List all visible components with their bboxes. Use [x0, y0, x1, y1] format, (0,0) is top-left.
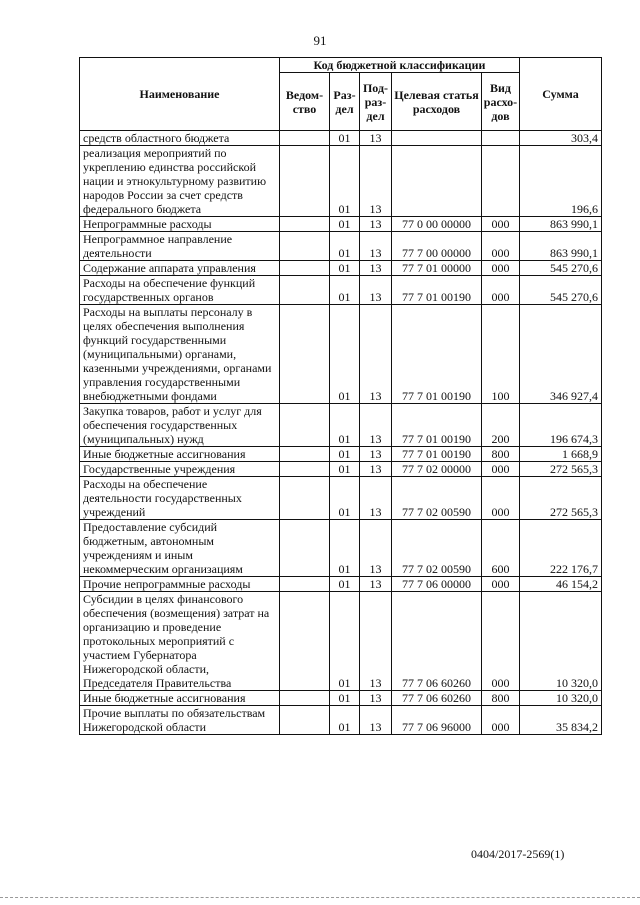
row-vedomstvo: [280, 691, 330, 706]
row-name: Непрограммные расходы: [80, 217, 280, 232]
row-razdel: 01: [330, 577, 360, 592]
row-podrazdel: 13: [360, 477, 392, 520]
row-vid-rashodov: 200: [482, 404, 520, 447]
row-summa: 545 270,6: [520, 261, 602, 276]
row-name: Прочие непрограммные расходы: [80, 577, 280, 592]
row-summa: 303,4: [520, 131, 602, 146]
row-podrazdel: 13: [360, 146, 392, 217]
row-summa: 1 668,9: [520, 447, 602, 462]
row-celevaya-statya: 77 0 00 00000: [392, 217, 482, 232]
row-celevaya-statya: 77 7 01 00190: [392, 404, 482, 447]
row-vid-rashodov: 000: [482, 261, 520, 276]
row-podrazdel: 13: [360, 691, 392, 706]
row-razdel: 01: [330, 691, 360, 706]
row-summa: 196 674,3: [520, 404, 602, 447]
row-celevaya-statya: 77 7 00 00000: [392, 232, 482, 261]
table-row: [80, 477, 602, 520]
row-vid-rashodov: 600: [482, 520, 520, 577]
row-summa: 545 270,6: [520, 276, 602, 305]
row-vedomstvo: [280, 217, 330, 232]
row-razdel: 01: [330, 447, 360, 462]
row-vedomstvo: [280, 232, 330, 261]
row-celevaya-statya: 77 7 01 00190: [392, 276, 482, 305]
header-name: Наименование: [80, 58, 280, 131]
row-podrazdel: 13: [360, 447, 392, 462]
header-summa: Сумма: [520, 58, 602, 131]
row-summa: 272 565,3: [520, 462, 602, 477]
row-name: Расходы на обеспечение функций государственных органов: [80, 276, 280, 305]
row-vid-rashodov: 000: [482, 462, 520, 477]
table-row: [80, 217, 602, 232]
row-vid-rashodov: 000: [482, 477, 520, 520]
row-vedomstvo: [280, 305, 330, 404]
row-celevaya-statya: 77 7 02 00590: [392, 520, 482, 577]
row-razdel: 01: [330, 404, 360, 447]
row-vid-rashodov: 100: [482, 305, 520, 404]
table-row: [80, 577, 602, 592]
row-vid-rashodov: 000: [482, 706, 520, 735]
row-celevaya-statya: 77 7 06 96000: [392, 706, 482, 735]
page-number: 91: [313, 33, 327, 48]
row-podrazdel: 13: [360, 232, 392, 261]
row-podrazdel: 13: [360, 261, 392, 276]
row-razdel: 01: [330, 232, 360, 261]
row-name: Расходы на выплаты персоналу в целях обеспечения выполнения функций государственными (муниципальными) органами, казенными учреждениями, органами управления государственными внебюджетными фондами: [80, 305, 280, 404]
row-vedomstvo: [280, 261, 330, 276]
row-summa: 10 320,0: [520, 592, 602, 691]
row-vedomstvo: [280, 577, 330, 592]
row-name: средств областного бюджета: [80, 131, 280, 146]
row-razdel: 01: [330, 131, 360, 146]
row-vid-rashodov: [482, 146, 520, 217]
row-vid-rashodov: 800: [482, 447, 520, 462]
row-name: Иные бюджетные ассигнования: [80, 447, 280, 462]
table-row: [80, 131, 602, 146]
row-podrazdel: 13: [360, 706, 392, 735]
row-podrazdel: 13: [360, 404, 392, 447]
row-summa: 35 834,2: [520, 706, 602, 735]
table-row: [80, 261, 602, 276]
row-summa: 10 320,0: [520, 691, 602, 706]
row-podrazdel: 13: [360, 217, 392, 232]
row-celevaya-statya: 77 7 02 00000: [392, 462, 482, 477]
table-row: [80, 232, 602, 261]
row-celevaya-statya: 77 7 01 00000: [392, 261, 482, 276]
row-name: Непрограммное направление деятельности: [80, 232, 280, 261]
row-vedomstvo: [280, 706, 330, 735]
row-celevaya-statya: 77 7 02 00590: [392, 477, 482, 520]
row-name: Содержание аппарата управления: [80, 261, 280, 276]
table-row: [80, 706, 602, 735]
row-summa: 863 990,1: [520, 217, 602, 232]
row-summa: 196,6: [520, 146, 602, 217]
table-row: [80, 276, 602, 305]
row-vedomstvo: [280, 131, 330, 146]
row-name: Субсидии в целях финансового обеспечения (возмещения) затрат на организацию и проведение протокольных мероприятий с участием Губернатора Нижегородской области, Председателя Правительства: [80, 592, 280, 691]
table-row: [80, 520, 602, 577]
row-vedomstvo: [280, 592, 330, 691]
header-podrazdel: Под-раз-дел: [360, 73, 392, 131]
row-podrazdel: 13: [360, 520, 392, 577]
row-razdel: 01: [330, 305, 360, 404]
row-summa: 863 990,1: [520, 232, 602, 261]
row-razdel: 01: [330, 462, 360, 477]
row-vid-rashodov: 000: [482, 232, 520, 261]
row-vedomstvo: [280, 404, 330, 447]
row-celevaya-statya: 77 7 01 00190: [392, 305, 482, 404]
row-name: Расходы на обеспечение деятельности государственных учреждений: [80, 477, 280, 520]
row-podrazdel: 13: [360, 276, 392, 305]
table-row: [80, 592, 602, 691]
row-podrazdel: 13: [360, 462, 392, 477]
row-podrazdel: 13: [360, 592, 392, 691]
table-row: [80, 691, 602, 706]
table-row: [80, 146, 602, 217]
row-name: Закупка товаров, работ и услуг для обеспечения государственных (муниципальных) нужд: [80, 404, 280, 447]
row-vedomstvo: [280, 477, 330, 520]
row-celevaya-statya: [392, 146, 482, 217]
header-kbk: Код бюджетной классификации: [280, 58, 520, 73]
header-vid-rashodov: Вид расхо-дов: [482, 73, 520, 131]
row-vid-rashodov: 000: [482, 592, 520, 691]
row-razdel: 01: [330, 146, 360, 217]
row-celevaya-statya: 77 7 06 00000: [392, 577, 482, 592]
row-summa: 46 154,2: [520, 577, 602, 592]
document-code: 0404/2017-2569(1): [471, 847, 565, 861]
row-celevaya-statya: 77 7 06 60260: [392, 592, 482, 691]
row-podrazdel: 13: [360, 577, 392, 592]
table-row: [80, 462, 602, 477]
row-vedomstvo: [280, 447, 330, 462]
row-celevaya-statya: [392, 131, 482, 146]
row-name: Прочие выплаты по обязательствам Нижегородской области: [80, 706, 280, 735]
table-row: [80, 404, 602, 447]
header-vedomstvo: Ведом-ство: [280, 73, 330, 131]
row-vedomstvo: [280, 462, 330, 477]
header-celevaya-statya: Целевая статья расходов: [392, 73, 482, 131]
row-summa: 272 565,3: [520, 477, 602, 520]
row-summa: 346 927,4: [520, 305, 602, 404]
row-celevaya-statya: 77 7 06 60260: [392, 691, 482, 706]
row-vedomstvo: [280, 146, 330, 217]
row-vedomstvo: [280, 520, 330, 577]
row-name: Иные бюджетные ассигнования: [80, 691, 280, 706]
row-razdel: 01: [330, 706, 360, 735]
row-celevaya-statya: 77 7 01 00190: [392, 447, 482, 462]
row-razdel: 01: [330, 276, 360, 305]
row-summa: 222 176,7: [520, 520, 602, 577]
row-vedomstvo: [280, 276, 330, 305]
row-razdel: 01: [330, 592, 360, 691]
header-razdel: Раз-дел: [330, 73, 360, 131]
row-razdel: 01: [330, 217, 360, 232]
row-name: реализация мероприятий по укреплению единства российской нации и этнокультурному развитию народов России за счет средств федерального бюджета: [80, 146, 280, 217]
row-razdel: 01: [330, 520, 360, 577]
row-vid-rashodov: 000: [482, 577, 520, 592]
row-vid-rashodov: [482, 131, 520, 146]
table-row: [80, 447, 602, 462]
budget-table: [79, 57, 602, 735]
row-vid-rashodov: 000: [482, 276, 520, 305]
row-vid-rashodov: 000: [482, 217, 520, 232]
scan-edge-line: [0, 897, 640, 898]
row-name: Предоставление субсидий бюджетным, автономным учреждениям и иным некоммерческим организациям: [80, 520, 280, 577]
row-podrazdel: 13: [360, 305, 392, 404]
row-razdel: 01: [330, 261, 360, 276]
row-razdel: 01: [330, 477, 360, 520]
row-name: Государственные учреждения: [80, 462, 280, 477]
row-vid-rashodov: 800: [482, 691, 520, 706]
row-podrazdel: 13: [360, 131, 392, 146]
table-row: [80, 305, 602, 404]
